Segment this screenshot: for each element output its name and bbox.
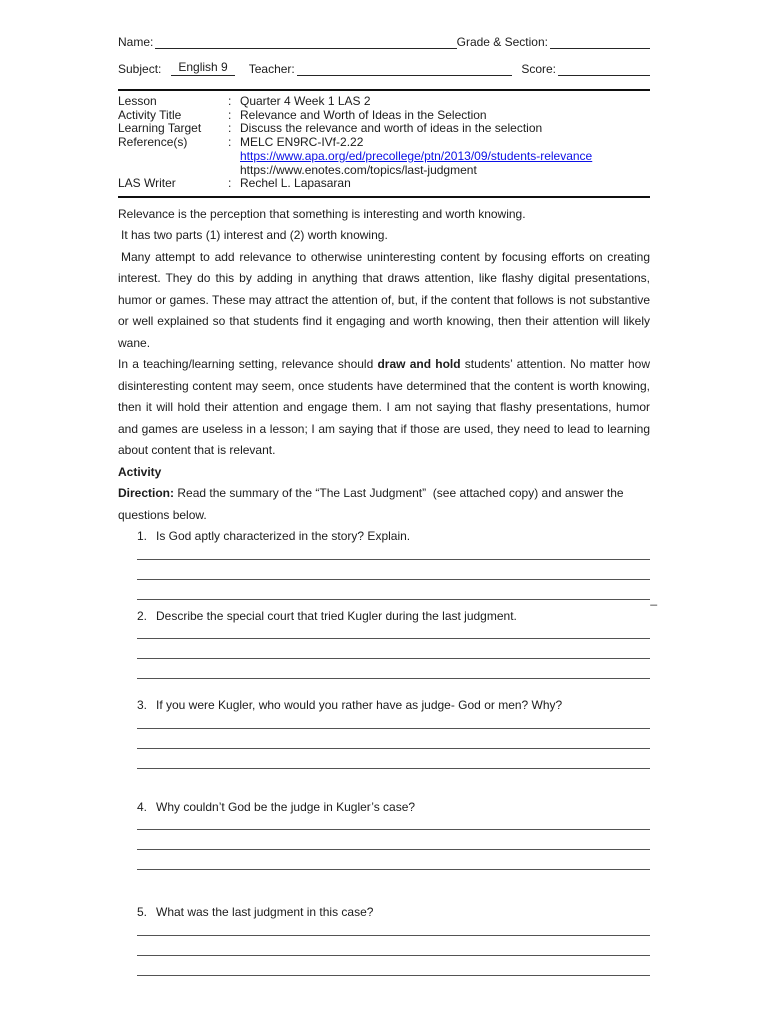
teacher-blank-line [297, 62, 513, 76]
lesson-value: Quarter 4 Week 1 LAS 2 [240, 94, 371, 108]
colon: : [228, 94, 232, 108]
colon: : [228, 121, 232, 136]
answer-line [137, 627, 650, 639]
paragraph-many-attempt: Many attempt to add relevance to otherwise uninteresting content by focusing efforts on creating interest. They do this by adding in anything that draws attention, like flashy digital presentations, humor or games. These may attract the attention of, but, if the content that follows is not substantive or well explained so that students find it engaging and worth knowing, then their attention will likely wane. [118, 249, 650, 350]
teacher-label: Teacher: [248, 62, 295, 76]
answer-line [137, 749, 650, 769]
direction-paragraph [118, 483, 650, 526]
las-writer-value: Rechel L. Lapasaran [240, 176, 351, 191]
answer-line [137, 924, 650, 936]
grade-section-blank-line [550, 35, 650, 49]
info-row-activity-title [118, 109, 650, 123]
question-4 [137, 797, 650, 819]
answer-line [137, 548, 650, 560]
paragraph-part: In a teaching/learning setting, relevance should [118, 357, 378, 372]
answer-line [137, 818, 650, 830]
question-block-2 [137, 606, 650, 680]
info-row-lesson [118, 95, 650, 109]
answer-line [137, 639, 650, 659]
answer-line [137, 956, 650, 976]
answer-line [137, 580, 657, 606]
references-melc-value: MELC EN9RC-IVf-2.22 [240, 135, 364, 150]
references-label: Reference(s) [118, 135, 188, 150]
info-row-las-writer [118, 177, 650, 191]
grade-section-label: Grade & Section: [456, 35, 548, 49]
answer-line [137, 936, 650, 956]
info-row-learning-target [118, 122, 650, 136]
lesson-label: Lesson [118, 94, 157, 108]
answer-line [137, 659, 650, 679]
question-3 [137, 695, 650, 717]
info-row-reference-plain [118, 164, 650, 178]
paragraph-part: students’ attention. No matter how disinteresting content may seem, once students have determined that the content is worth knowing, then it will hold their attention and engage them. I am not saying that flashy presentations, humor and games are useless in a lesson; I am saying that if those are used, they need to lead to learning about content that is relevant. [118, 357, 650, 458]
page-content [118, 0, 657, 976]
answer-line [137, 729, 650, 749]
question-number: 4. [137, 799, 148, 814]
activity-heading: Activity [118, 464, 162, 479]
direction-label: Direction: [118, 486, 175, 501]
question-block-5 [137, 902, 650, 976]
question-number: 5. [137, 905, 148, 920]
question-text: Describe the special court that tried Kugler during the last judgment. [156, 608, 517, 623]
las-writer-label: LAS Writer [118, 176, 176, 191]
learning-target-value: Discuss the relevance and worth of ideas in the selection [240, 121, 543, 136]
question-text: If you were Kugler, who would you rather have as judge- God or men? Why? [156, 698, 563, 713]
lesson-info-block [118, 89, 650, 198]
stray-underscore: _ [650, 591, 657, 606]
answer-line [137, 560, 650, 580]
draw-and-hold-bold: draw and hold [377, 357, 461, 372]
answer-line [137, 830, 650, 850]
answer-line [137, 717, 650, 729]
question-2 [137, 606, 650, 628]
paragraph-two-parts: It has two parts (1) interest and (2) worth knowing. [121, 228, 388, 243]
question-1 [137, 526, 650, 548]
paragraph-teaching-learning [118, 354, 650, 462]
question-number: 1. [137, 529, 148, 544]
question-block-1 [137, 526, 657, 606]
question-block-3 [137, 695, 650, 769]
paragraph-relevance-definition: Relevance is the perception that something is interesting and worth knowing. [118, 206, 526, 221]
colon: : [228, 107, 232, 122]
question-number: 3. [137, 698, 148, 713]
activity-title-value: Relevance and Worth of Ideas in the Selection [240, 107, 487, 122]
question-text: What was the last judgment in this case? [156, 905, 374, 920]
question-5 [137, 902, 650, 924]
activity-title-label: Activity Title [118, 107, 182, 122]
score-label: Score: [521, 62, 556, 76]
info-row-references [118, 136, 650, 150]
colon: : [228, 176, 232, 191]
header-row-name [118, 31, 650, 49]
learning-target-label: Learning Target [118, 121, 202, 136]
enotes-reference-text: https://www.enotes.com/topics/last-judgment [240, 162, 477, 177]
header-row-subject [118, 58, 650, 76]
question-text: Why couldn’t God be the judge in Kugler’s case? [156, 799, 416, 814]
info-row-reference-link [118, 150, 650, 164]
direction-text: Read the summary of the “The Last Judgment” (see attached copy) and answer the questions below. [118, 486, 624, 522]
subject-value: English 9 [171, 60, 234, 76]
subject-label: Subject: [118, 62, 162, 76]
question-number: 2. [137, 608, 148, 623]
question-block-4 [137, 797, 650, 871]
body-text [118, 204, 650, 462]
answer-line [137, 850, 650, 870]
question-text: Is God aptly characterized in the story? Explain. [156, 529, 411, 544]
name-blank-line [155, 35, 456, 49]
colon: : [228, 135, 232, 150]
name-label: Name: [118, 35, 154, 49]
apa-reference-link[interactable]: https://www.apa.org/ed/precollege/ptn/2013/09/students-relevance [240, 148, 593, 163]
score-blank-line [558, 62, 650, 76]
